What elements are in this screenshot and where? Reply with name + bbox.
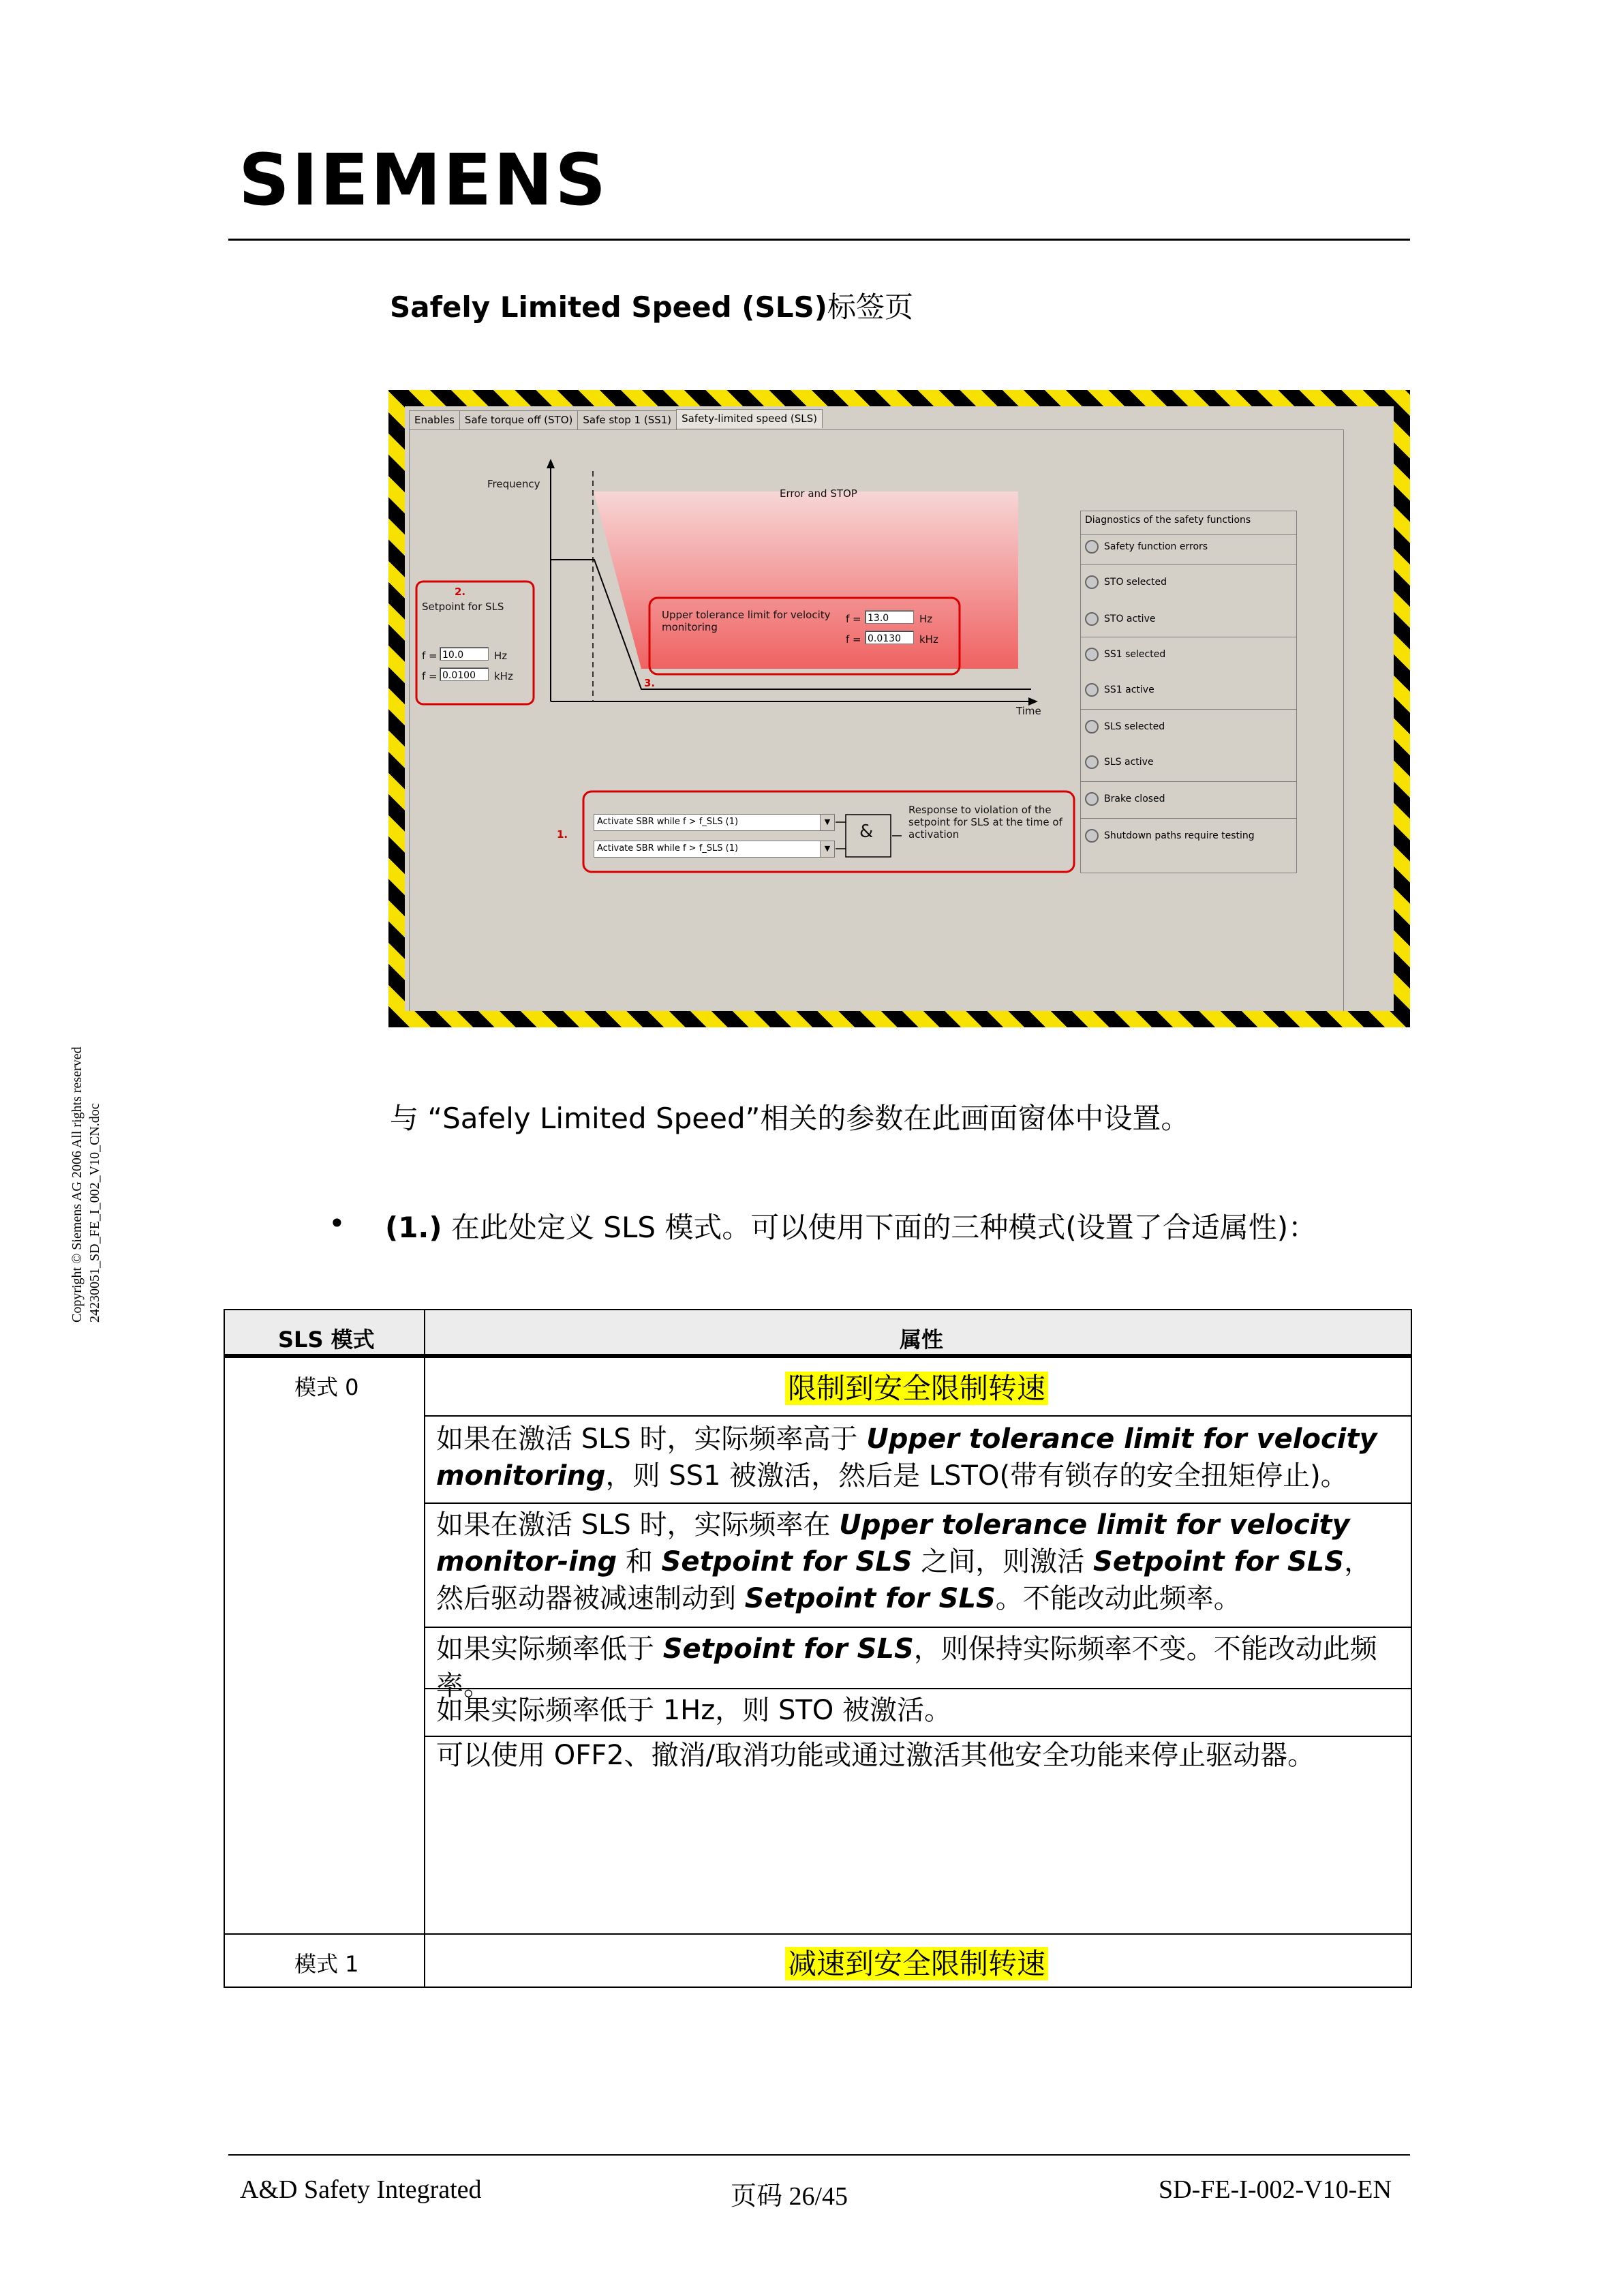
header-attr: 属性: [900, 1327, 944, 1353]
emphasis-term: Upper tolerance limit for velocity monitor-ing: [436, 1509, 1350, 1577]
intro-paragraph: 与 “Safely Limited Speed”相关的参数在此画面窗体中设置。: [390, 1102, 1190, 1135]
tab-sto[interactable]: Safe torque off (STO): [459, 410, 578, 429]
emphasis-term: Setpoint for SLS: [661, 1546, 913, 1577]
status-led-icon: [1085, 648, 1099, 661]
bullet-text: [385, 1205, 1317, 1246]
section-title-main: Safely Limited Speed (SLS): [390, 290, 827, 324]
diag-divider: [1081, 709, 1296, 710]
frequency-axis-label: Frequency: [487, 478, 540, 490]
diag-label: SS1 selected: [1104, 649, 1166, 660]
sls-mode-table: [224, 1309, 1412, 1988]
section-title: [390, 285, 913, 326]
mode-1-heading-cell: [436, 1946, 1397, 1983]
emphasis-term: Setpoint for SLS: [744, 1583, 996, 1614]
setpoint-hz-unit: Hz: [494, 650, 508, 662]
diag-label: SLS active: [1104, 757, 1154, 768]
bullet-body: 在此处定义 SLS 模式。可以使用下面的三种模式(设置了合适属性)：: [442, 1211, 1317, 1244]
footer-left: A&D Safety Integrated: [240, 2175, 482, 2204]
diag-label: Shutdown paths require testing: [1104, 830, 1255, 841]
status-led-icon: [1085, 575, 1099, 589]
diag-label: STO selected: [1104, 577, 1167, 588]
status-led-icon: [1085, 755, 1099, 769]
tolerance-label: Upper tolerance limit for velocity monitoring: [662, 609, 831, 633]
setpoint-f-label-khz: f =: [422, 670, 438, 682]
diagnostics-title: Diagnostics of the safety functions: [1081, 511, 1296, 535]
side-copyright: [68, 1046, 104, 1323]
footer-doc-id: SD-FE-I-002-V10-EN: [1159, 2175, 1392, 2204]
diagnostics-panel: [1080, 511, 1297, 873]
diag-shutdown-paths: [1085, 829, 1255, 843]
table-header: [224, 1309, 1412, 1358]
text-segment: 之间，则激活: [912, 1546, 1094, 1577]
diag-sto-selected: [1085, 575, 1167, 589]
sls-screenshot: [388, 390, 1410, 1027]
marker-2: 2.: [455, 586, 466, 598]
bullet-number: (1.): [385, 1211, 442, 1244]
row-divider: [425, 1502, 1412, 1504]
diag-divider: [1081, 781, 1296, 782]
setpoint-label: Setpoint for SLS: [422, 601, 504, 613]
status-led-icon: [1085, 829, 1099, 843]
tab-bar: [409, 410, 822, 429]
tab-ss1[interactable]: Safe stop 1 (SS1): [577, 410, 677, 429]
copyright-text: Copyright © Siemens AG 2006 All rights reserved: [70, 1046, 85, 1323]
mode-1-heading: 减速到安全限制转速: [785, 1947, 1048, 1980]
bullet-mark: •: [328, 1207, 346, 1240]
diag-sls-selected: [1085, 720, 1165, 734]
mode-0-label: 模式 0: [294, 1374, 359, 1400]
diag-label: Brake closed: [1104, 794, 1165, 804]
diag-label: SLS selected: [1104, 721, 1165, 732]
mode-0-heading-cell: [436, 1370, 1397, 1408]
screenshot-window: [405, 406, 1394, 1011]
diag-label: Safety function errors: [1104, 541, 1208, 552]
setpoint-khz-input[interactable]: 0.0100: [440, 667, 489, 681]
text-segment: 和: [617, 1546, 662, 1577]
text-segment: ，然后驱动器被减速制动到: [436, 1546, 1372, 1614]
sls-panel: [409, 429, 1344, 1011]
tolerance-hz-input[interactable]: 13.0: [865, 610, 914, 624]
mode-0-row-4: 如果实际频率低于 1Hz，则 STO 被激活。: [436, 1695, 951, 1726]
diag-label: SS1 active: [1104, 684, 1154, 695]
response-text: Response to violation of the setpoint for SLS at the time of activation: [908, 804, 1062, 841]
emphasis-term: Upper tolerance limit for velocity monitoring: [436, 1423, 1377, 1492]
mode-0-row-5: 可以使用 OFF2、撤消/取消功能或通过激活其他安全功能来停止驱动器。: [436, 1740, 1315, 1771]
tolerance-f-label-khz: f =: [846, 633, 861, 646]
error-zone: [594, 492, 1018, 669]
diag-safety-errors: [1085, 540, 1208, 554]
setpoint-khz-unit: kHz: [494, 670, 513, 682]
mode-0-heading: 限制到安全限制转速: [785, 1372, 1048, 1405]
status-led-icon: [1085, 540, 1099, 554]
doc-reference: 24230051_SD_FE_I_002_V10_CN.doc: [87, 1103, 102, 1323]
siemens-logo: SIEMENS: [239, 138, 609, 222]
row-divider: [425, 1415, 1412, 1417]
emphasis-term: Setpoint for SLS: [1093, 1546, 1345, 1577]
marker-1: 1.: [557, 828, 568, 841]
sls-mode-dropdown-1[interactable]: [594, 814, 835, 831]
row-divider: [425, 1627, 1412, 1628]
text-segment: 如果在激活 SLS 时，实际频率高于: [436, 1423, 867, 1455]
tolerance-f-label-hz: f =: [846, 613, 861, 625]
setpoint-f-label-hz: f =: [422, 650, 438, 662]
diag-ss1-selected: [1085, 648, 1165, 661]
text-segment: 如果实际频率低于: [436, 1633, 663, 1665]
and-gate-label: &: [859, 821, 874, 842]
row-divider: [425, 1688, 1412, 1689]
tolerance-khz-unit: kHz: [919, 633, 938, 646]
status-led-icon: [1085, 612, 1099, 626]
sls-mode-dropdown-2[interactable]: [594, 841, 835, 858]
chevron-down-icon[interactable]: ▼: [820, 841, 834, 857]
tolerance-khz-input[interactable]: 0.0130: [865, 631, 914, 644]
header-mode: SLS 模式: [278, 1327, 375, 1353]
tab-enables[interactable]: Enables: [409, 410, 460, 429]
setpoint-callout: [416, 581, 534, 704]
status-led-icon: [1085, 720, 1099, 734]
tab-sls[interactable]: Safety-limited speed (SLS): [676, 409, 823, 428]
error-stop-label: Error and STOP: [780, 487, 857, 500]
header-rule: [228, 239, 1410, 241]
mode-1-label: 模式 1: [294, 1951, 359, 1977]
diag-brake-closed: [1085, 792, 1165, 806]
diag-sls-active: [1085, 755, 1154, 769]
emphasis-term: Setpoint for SLS: [662, 1633, 914, 1665]
section-title-suffix: 标签页: [827, 290, 913, 324]
status-led-icon: [1085, 792, 1099, 806]
text-segment: ，则保持实际频率不变。不能改动此频率。: [436, 1633, 1377, 1702]
mode-0-row-1: [436, 1421, 1397, 1494]
text-segment: 。不能改动此频率。: [995, 1583, 1241, 1614]
setpoint-hz-input[interactable]: 10.0: [440, 647, 489, 661]
diag-divider: [1081, 818, 1296, 819]
diag-divider: [1081, 564, 1296, 565]
tolerance-hz-unit: Hz: [919, 613, 933, 625]
text-segment: ，则 SS1 被激活，然后是 LSTO(带有锁存的安全扭矩停止)。: [605, 1460, 1348, 1492]
time-axis-label: Time: [1016, 705, 1041, 717]
y-axis-arrow: [547, 459, 555, 468]
diag-ss1-active: [1085, 683, 1154, 697]
footer-page-number: 页码 26/45: [731, 2182, 848, 2211]
marker-3: 3.: [644, 677, 656, 689]
mode-0-row-2: [436, 1507, 1397, 1617]
diag-sto-active: [1085, 612, 1155, 626]
mode-separator: [224, 1933, 1412, 1935]
status-led-icon: [1085, 683, 1099, 697]
text-segment: 如果在激活 SLS 时，实际频率在: [436, 1509, 840, 1541]
chevron-down-icon[interactable]: ▼: [820, 815, 834, 830]
dropdown-2-value: Activate SBR while f > f_SLS (1): [597, 843, 739, 854]
diag-label: STO active: [1104, 614, 1156, 624]
dropdown-1-value: Activate SBR while f > f_SLS (1): [597, 817, 739, 827]
footer-rule: [228, 2154, 1410, 2156]
